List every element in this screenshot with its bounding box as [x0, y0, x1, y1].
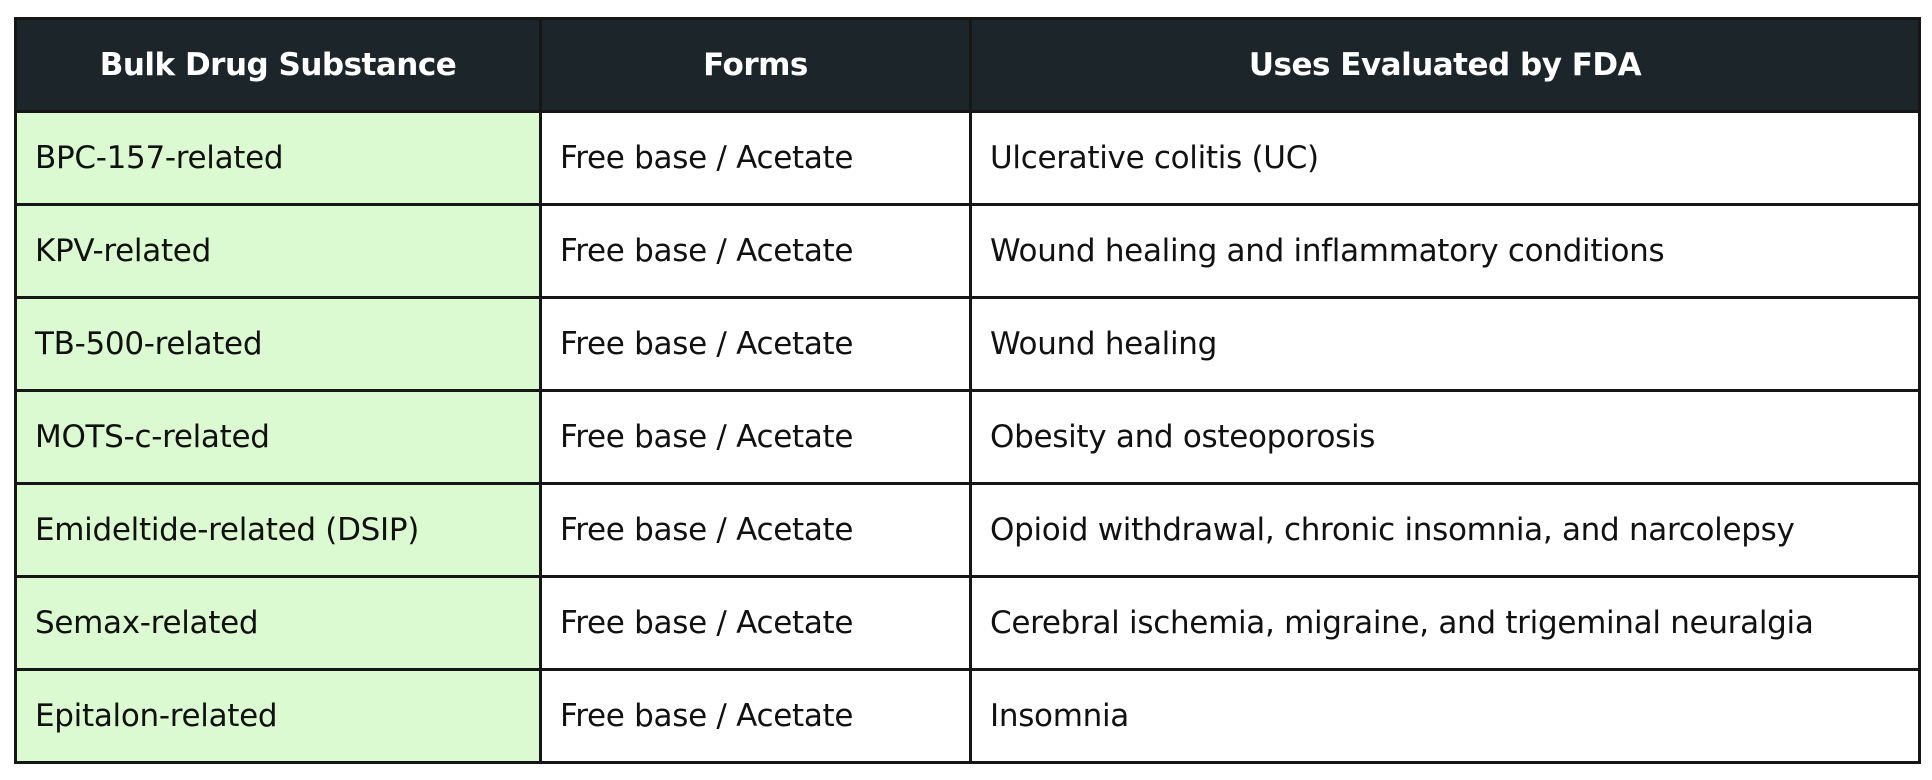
substance-cell: Emideltide-related (DSIP)	[16, 484, 541, 577]
forms-cell: Free base / Acetate	[541, 112, 971, 205]
substance-cell: Semax-related	[16, 577, 541, 670]
table-row	[16, 112, 1920, 205]
header-uses-evaluated: Uses Evaluated by FDA	[971, 19, 1920, 112]
substance-cell: MOTS-c-related	[16, 391, 541, 484]
uses-cell: Ulcerative colitis (UC)	[971, 112, 1920, 205]
table-row	[16, 484, 1920, 577]
drug-substance-table	[14, 17, 1921, 764]
substance-cell: KPV-related	[16, 205, 541, 298]
table-row	[16, 577, 1920, 670]
header-forms: Forms	[541, 19, 971, 112]
table-header-row	[16, 19, 1920, 112]
uses-cell: Cerebral ischemia, migraine, and trigeminal neuralgia	[971, 577, 1920, 670]
forms-cell: Free base / Acetate	[541, 205, 971, 298]
forms-cell: Free base / Acetate	[541, 298, 971, 391]
uses-cell: Wound healing	[971, 298, 1920, 391]
uses-cell: Opioid withdrawal, chronic insomnia, and narcolepsy	[971, 484, 1920, 577]
table-row	[16, 391, 1920, 484]
table-row	[16, 205, 1920, 298]
forms-cell: Free base / Acetate	[541, 577, 971, 670]
substance-cell: Epitalon-related	[16, 670, 541, 763]
uses-cell: Obesity and osteoporosis	[971, 391, 1920, 484]
drug-substance-table-container	[14, 17, 1918, 764]
uses-cell: Wound healing and inflammatory conditions	[971, 205, 1920, 298]
forms-cell: Free base / Acetate	[541, 391, 971, 484]
header-bulk-drug-substance: Bulk Drug Substance	[16, 19, 541, 112]
table-row	[16, 298, 1920, 391]
substance-cell: BPC-157-related	[16, 112, 541, 205]
forms-cell: Free base / Acetate	[541, 484, 971, 577]
uses-cell: Insomnia	[971, 670, 1920, 763]
substance-cell: TB-500-related	[16, 298, 541, 391]
table-row	[16, 670, 1920, 763]
forms-cell: Free base / Acetate	[541, 670, 971, 763]
